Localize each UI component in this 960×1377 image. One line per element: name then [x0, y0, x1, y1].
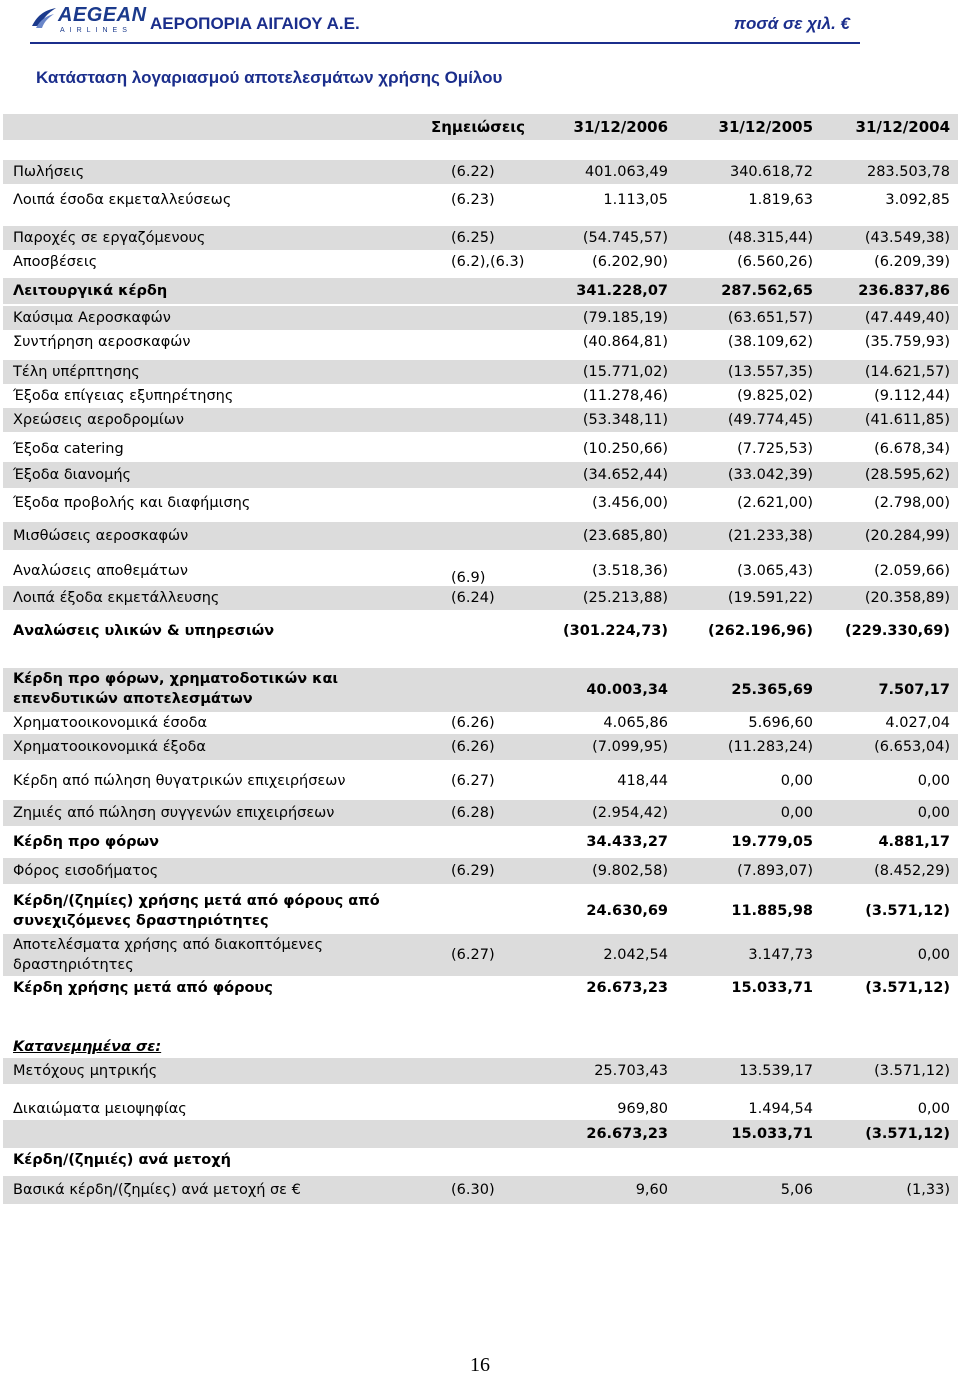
value-2004: (3.571,12) — [865, 903, 950, 919]
value-2006: (40.864,81) — [582, 334, 668, 350]
value-2006: (25.213,88) — [582, 590, 668, 606]
value-2005: 0,00 — [780, 773, 813, 789]
table-row — [3, 858, 958, 884]
header-divider — [30, 42, 860, 44]
page-number: 16 — [470, 1354, 490, 1376]
value-2005: (21.233,38) — [727, 528, 813, 544]
value-2004: (43.549,38) — [864, 230, 950, 246]
value-2004 — [820, 1034, 950, 1060]
value-2005: (63.651,57) — [727, 310, 813, 326]
row-label — [13, 1120, 433, 1148]
value-2004: 0,00 — [917, 805, 950, 821]
row-label: Κέρδη από πώληση θυγατρικών επιχειρήσεων — [13, 773, 346, 789]
table-row — [3, 1058, 958, 1084]
row-label: Μετόχους μητρικής — [13, 1063, 158, 1079]
value-2004: 236.837,86 — [858, 283, 950, 299]
value-2006: (53.348,11) — [582, 412, 668, 428]
row-label: Πωλήσεις — [13, 164, 85, 180]
row-label: Κέρδη προ φόρων — [13, 834, 160, 850]
value-2006: (10.250,66) — [582, 441, 668, 457]
row-note: (6.27) — [451, 773, 495, 789]
value-2006: 26.673,23 — [586, 1126, 668, 1142]
value-2004: (6.209,39) — [874, 254, 950, 270]
table-row — [3, 1120, 958, 1148]
value-2006: (3.456,00) — [592, 495, 668, 511]
row-label: Βασικά κέρδη/(ζημίες) ανά μετοχή σε € — [13, 1182, 301, 1198]
column-header-2005: 31/12/2005 — [718, 118, 813, 136]
row-label: Αποσβέσεις — [13, 254, 98, 270]
row-label: Κατανεμημένα σε: — [13, 1039, 162, 1055]
row-note: (6.30) — [451, 1182, 495, 1198]
value-2006: (301.224,73) — [563, 623, 668, 639]
row-label: Κέρδη χρήσης μετά από φόρους — [13, 980, 273, 996]
table-row — [3, 160, 958, 184]
row-note — [451, 1148, 541, 1172]
value-2004: (28.595,62) — [864, 467, 950, 483]
value-2005 — [683, 1034, 813, 1060]
row-label: Τέλη υπέρπτησης — [13, 364, 140, 380]
value-2004 — [820, 1148, 950, 1172]
row-note: (6.27) — [451, 947, 495, 963]
table-row — [3, 1148, 958, 1172]
row-note: (6.25) — [451, 230, 495, 246]
value-2005: (9.825,02) — [737, 388, 813, 404]
table-row — [3, 1096, 958, 1122]
value-2006 — [538, 1034, 668, 1060]
value-2006: (6.202,90) — [592, 254, 668, 270]
row-note — [451, 1096, 541, 1122]
value-2006: 25.703,43 — [594, 1063, 668, 1079]
row-note — [451, 976, 541, 1000]
row-label: Χρηματοοικονομικά έσοδα — [13, 715, 208, 731]
value-2004: (6.653,04) — [874, 739, 950, 755]
column-header-2004: 31/12/2004 — [855, 118, 950, 136]
column-header-notes: Σημειώσεις — [431, 118, 525, 136]
row-note — [451, 330, 541, 354]
column-header-2006: 31/12/2006 — [573, 118, 668, 136]
value-2005: (19.591,22) — [727, 590, 813, 606]
value-2006: 2.042,54 — [603, 947, 668, 963]
table-row — [3, 616, 958, 646]
value-2004: (3.571,12) — [874, 1063, 950, 1079]
value-2006: 1.113,05 — [603, 192, 668, 208]
value-2006: 9,60 — [635, 1182, 668, 1198]
value-2006: (34.652,44) — [582, 467, 668, 483]
table-row — [3, 462, 958, 488]
value-2005: 19.779,05 — [731, 834, 813, 850]
value-2005: 0,00 — [780, 805, 813, 821]
row-note: (6.24) — [451, 590, 495, 606]
value-2006: 34.433,27 — [586, 834, 668, 850]
value-2006: (79.185,19) — [582, 310, 668, 326]
value-2006: 26.673,23 — [586, 980, 668, 996]
table-row — [3, 522, 958, 550]
value-2006: 418,44 — [617, 773, 668, 789]
row-note: (6.22) — [451, 164, 495, 180]
value-2006: 40.003,34 — [586, 682, 668, 698]
value-2004: 283.503,78 — [866, 164, 950, 180]
row-label: Έξοδα επίγειας εξυπηρέτησης — [13, 388, 234, 404]
row-note — [451, 890, 541, 932]
value-2006: (54.745,57) — [582, 230, 668, 246]
value-2006: 24.630,69 — [586, 903, 668, 919]
table-row — [3, 306, 958, 330]
row-label: Καύσιμα Αεροσκαφών — [13, 310, 171, 326]
row-label: Κέρδη προ φόρων, χρηματοδοτικών και επενδυτικών αποτελεσμάτων — [13, 671, 339, 707]
row-label: Λειτουργικά κέρδη — [13, 283, 168, 299]
row-label: Έξοδα catering — [13, 441, 124, 457]
amounts-note: ποσά σε χιλ. € — [733, 14, 850, 33]
table-row — [3, 768, 958, 794]
table-row — [3, 556, 958, 586]
row-label: Παροχές σε εργαζόμενους — [13, 230, 206, 246]
row-note — [451, 306, 541, 330]
row-label: Έξοδα διανομής — [13, 467, 132, 483]
value-2006: (3.518,36) — [592, 563, 668, 579]
value-2005: 3.147,73 — [748, 947, 813, 963]
value-2005: 11.885,98 — [731, 903, 813, 919]
row-note — [451, 1034, 541, 1060]
value-2004: (47.449,40) — [864, 310, 950, 326]
value-2004: 0,00 — [917, 773, 950, 789]
row-note — [451, 408, 541, 432]
value-2005: 340.618,72 — [729, 164, 813, 180]
table-row — [3, 408, 958, 432]
value-2004: (20.284,99) — [864, 528, 950, 544]
company-name: ΑΕΡΟΠΟΡΙΑ ΑΙΓΑΙΟΥ Α.Ε. — [150, 14, 360, 33]
aegean-logo — [30, 4, 147, 40]
row-note — [451, 668, 541, 712]
row-label: Μισθώσεις αεροσκαφών — [13, 528, 189, 544]
table-row — [3, 360, 958, 384]
value-2006: (7.099,95) — [592, 739, 668, 755]
row-note — [451, 830, 541, 854]
value-2006: 341.228,07 — [576, 283, 668, 299]
value-2004: (8.452,29) — [874, 863, 950, 879]
value-2005: 287.562,65 — [721, 283, 813, 299]
value-2004: (14.621,57) — [864, 364, 950, 380]
value-2006: 4.065,86 — [603, 715, 668, 731]
value-2006: (23.685,80) — [582, 528, 668, 544]
row-note — [451, 1120, 541, 1148]
table-row — [3, 890, 958, 932]
row-note: (6.23) — [451, 192, 495, 208]
value-2004: 4.027,04 — [885, 715, 950, 731]
value-2004: (9.112,44) — [874, 388, 950, 404]
value-2005: (2.621,00) — [737, 495, 813, 511]
value-2004: (35.759,93) — [864, 334, 950, 350]
value-2004: (41.611,85) — [864, 412, 950, 428]
value-2004: 0,00 — [917, 1101, 950, 1117]
row-label: Συντήρηση αεροσκαφών — [13, 334, 191, 350]
value-2005 — [683, 1148, 813, 1172]
row-note — [451, 522, 541, 550]
value-2004: (3.571,12) — [865, 980, 950, 996]
row-label: Ζημιές από πώληση συγγενών επιχειρήσεων — [13, 805, 335, 821]
page-header — [0, 0, 960, 44]
value-2004: 4.881,17 — [878, 834, 950, 850]
row-note: (6.29) — [451, 863, 495, 879]
table-row — [3, 712, 958, 734]
row-note — [451, 490, 541, 516]
table-header-row — [3, 114, 958, 140]
value-2005: (7.725,53) — [737, 441, 813, 457]
value-2005: 1.819,63 — [748, 192, 813, 208]
row-note: (6.28) — [451, 805, 495, 821]
row-label: Αναλώσεις αποθεμάτων — [13, 563, 188, 579]
table-row — [3, 436, 958, 462]
value-2004: 3.092,85 — [885, 192, 950, 208]
value-2006: 401.063,49 — [584, 164, 668, 180]
row-label: Λοιπά έξοδα εκμετάλλευσης — [13, 590, 220, 606]
row-note: (6.2),(6.3) — [451, 254, 525, 270]
row-label: Αναλώσεις υλικών & υπηρεσιών — [13, 623, 275, 639]
row-label: Αποτελέσματα χρήσης από διακοπτόμενες δραστηριότητες — [13, 937, 324, 973]
value-2005: 1.494,54 — [748, 1101, 813, 1117]
row-label: Λοιπά έσοδα εκμεταλλεύσεως — [13, 192, 232, 208]
table-row — [3, 934, 958, 976]
row-note — [451, 616, 541, 646]
row-label: Χρηματοοικονομικά έξοδα — [13, 739, 206, 755]
value-2006: (15.771,02) — [582, 364, 668, 380]
row-label: Κέρδη/(ζημιές) ανά μετοχή — [13, 1152, 231, 1168]
row-note: (6.26) — [451, 739, 495, 755]
table-row — [3, 490, 958, 516]
bird-logo-icon — [30, 6, 58, 30]
table-row — [3, 226, 958, 250]
row-note — [451, 462, 541, 488]
value-2005: (38.109,62) — [727, 334, 813, 350]
value-2004: 7.507,17 — [878, 682, 950, 698]
table-row — [3, 976, 958, 1000]
row-note: (6.26) — [451, 715, 495, 731]
table-row — [3, 278, 958, 304]
table-row — [3, 586, 958, 610]
row-note — [451, 360, 541, 384]
value-2004: (2.059,66) — [874, 563, 950, 579]
value-2005: 25.365,69 — [731, 682, 813, 698]
table-row — [3, 1034, 958, 1060]
value-2005: (6.560,26) — [737, 254, 813, 270]
value-2004: (6.678,34) — [874, 441, 950, 457]
row-label: Χρεώσεις αεροδρομίων — [13, 412, 184, 428]
value-2006: (2.954,42) — [592, 805, 668, 821]
row-label: Δικαιώματα μειοψηφίας — [13, 1101, 187, 1117]
table-row — [3, 1176, 958, 1204]
value-2005: 15.033,71 — [731, 980, 813, 996]
table-row — [3, 734, 958, 760]
row-note — [451, 384, 541, 408]
table-row — [3, 188, 958, 212]
table-row — [3, 830, 958, 854]
value-2005: 13.539,17 — [739, 1063, 813, 1079]
value-2006: (11.278,46) — [582, 388, 668, 404]
logo-subtext: AIRLINES — [60, 27, 132, 34]
value-2004: (229.330,69) — [845, 623, 950, 639]
row-note: (6.9) — [451, 570, 486, 586]
table-row — [3, 384, 958, 408]
value-2005: (11.283,24) — [727, 739, 813, 755]
logo-text: AEGEAN — [58, 4, 147, 26]
value-2006: (9.802,58) — [592, 863, 668, 879]
value-2005: (3.065,43) — [737, 563, 813, 579]
table-row — [3, 668, 958, 712]
value-2004: (3.571,12) — [865, 1126, 950, 1142]
value-2006: 969,80 — [617, 1101, 668, 1117]
value-2005: 5.696,60 — [748, 715, 813, 731]
value-2004: (20.358,89) — [864, 590, 950, 606]
value-2006 — [538, 1148, 668, 1172]
row-label: Κέρδη/(ζημίες) χρήσης μετά από φόρους από συνεχιζόμενες δραστηριότητες — [13, 893, 380, 929]
table-row — [3, 330, 958, 354]
row-label: Φόρος εισοδήματος — [13, 863, 159, 879]
row-note — [451, 278, 541, 304]
value-2005: 5,06 — [780, 1182, 813, 1198]
value-2005: (33.042,39) — [727, 467, 813, 483]
value-2005: (262.196,96) — [708, 623, 813, 639]
table-row — [3, 250, 958, 274]
value-2005: (7.893,07) — [737, 863, 813, 879]
row-label: Έξοδα προβολής και διαφήμισης — [13, 495, 251, 511]
value-2004: 0,00 — [917, 947, 950, 963]
value-2004: (2.798,00) — [874, 495, 950, 511]
value-2005: 15.033,71 — [731, 1126, 813, 1142]
value-2004: (1,33) — [906, 1182, 950, 1198]
value-2005: (13.557,35) — [727, 364, 813, 380]
row-note — [451, 1058, 541, 1084]
table-row — [3, 800, 958, 826]
value-2005: (49.774,45) — [727, 412, 813, 428]
page-title: Κατάσταση λογαριασμού αποτελεσμάτων χρήσης Ομίλου — [36, 68, 503, 87]
row-note — [451, 436, 541, 462]
value-2005: (48.315,44) — [727, 230, 813, 246]
